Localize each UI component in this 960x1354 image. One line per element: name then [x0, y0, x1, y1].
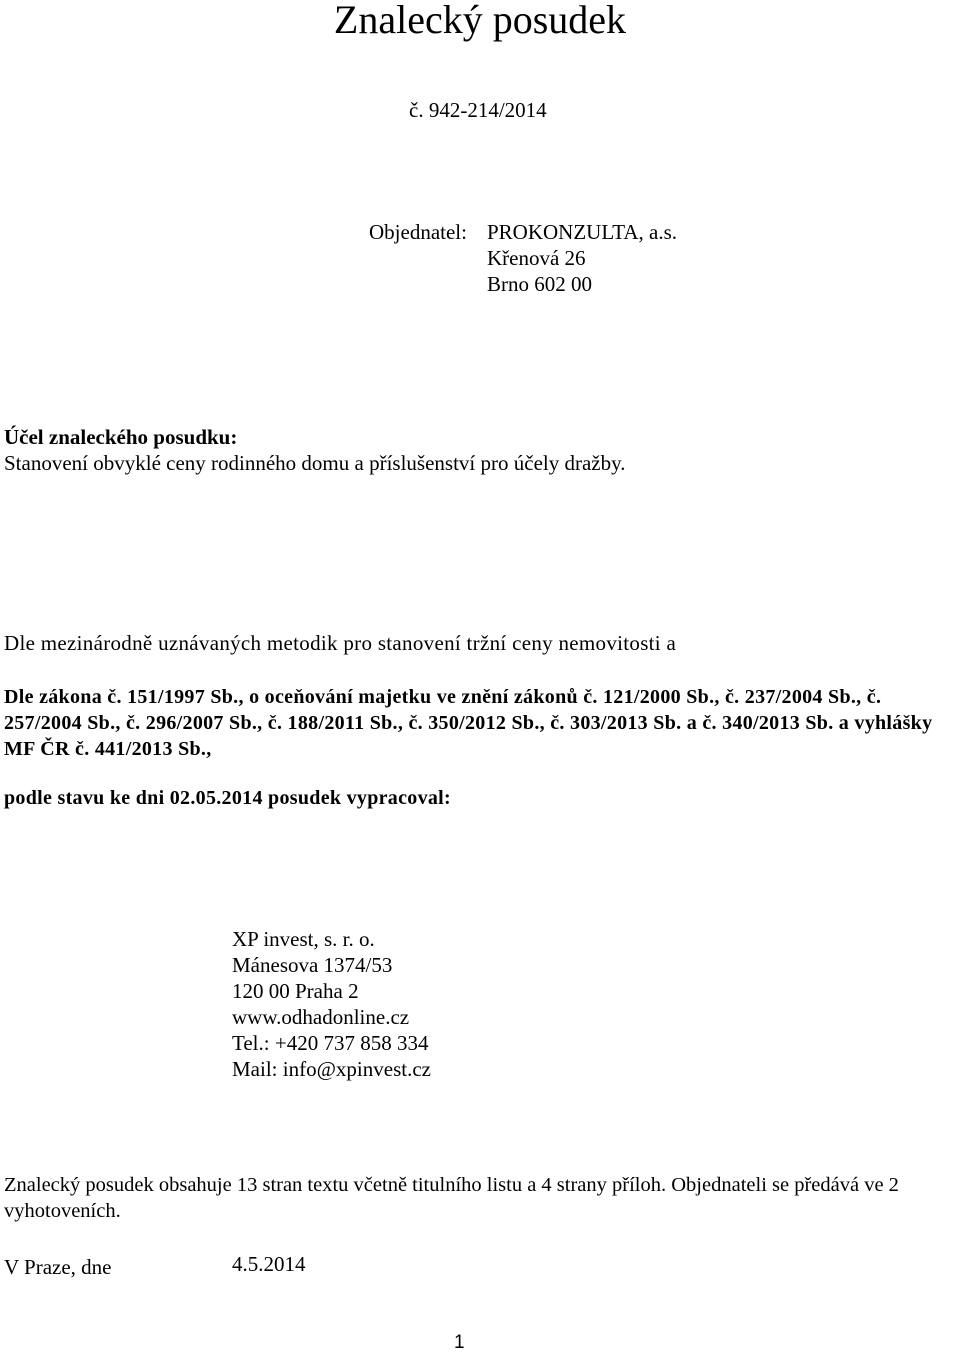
expert-company: XP invest, s. r. o. — [232, 927, 375, 951]
expert-street: Mánesova 1374/53 — [232, 953, 393, 977]
purpose-text: Stanovení obvyklé ceny rodinného domu a příslušenství pro účely dražby. — [4, 451, 626, 475]
expert-phone: Tel.: +420 737 858 334 — [232, 1031, 429, 1055]
page-number: 1 — [454, 1332, 465, 1353]
closing-text: Znalecký posudek obsahuje 13 stran textu včetně titulního listu a 4 strany příloh. Objednateli se předává ve 2 vyhotoveních. — [4, 1174, 899, 1222]
place-label: V Praze, dne — [4, 1255, 112, 1279]
methodology-text: Dle mezinárodně uznávaných metodik pro stanovení tržní ceny nemovitosti a — [4, 631, 677, 655]
expert-mail: Mail: info@xpinvest.cz — [232, 1057, 431, 1081]
document-title: Znalecký posudek — [333, 0, 627, 42]
client-street: Křenová 26 — [487, 246, 586, 270]
expert-web: www.odhadonline.cz — [232, 1005, 410, 1029]
law-text: Dle zákona č. 151/1997 Sb., o oceňování majetku ve znění zákonů č. 121/2000 Sb., č. 237/2004 Sb., č. 257/2004 Sb., č. 296/2007 Sb., č. 188/2011 Sb., č. 350/2012 Sb., č. 303/2013 Sb. a č. 340/2013 Sb. a vyhlášky MF ČR č. 441/2013 Sb., — [4, 686, 933, 760]
client-city: Brno 602 00 — [487, 272, 592, 296]
expert-city: 120 00 Praha 2 — [232, 979, 359, 1003]
purpose-heading: Účel znaleckého posudku: — [4, 425, 238, 449]
client-name: PROKONZULTA, a.s. — [487, 220, 678, 244]
place-date: 4.5.2014 — [232, 1252, 306, 1276]
state-date-text: podle stavu ke dni 02.05.2014 posudek vypracoval: — [4, 787, 451, 809]
client-label: Objednatel: — [369, 220, 467, 244]
document-number: č. 942-214/2014 — [409, 98, 547, 122]
